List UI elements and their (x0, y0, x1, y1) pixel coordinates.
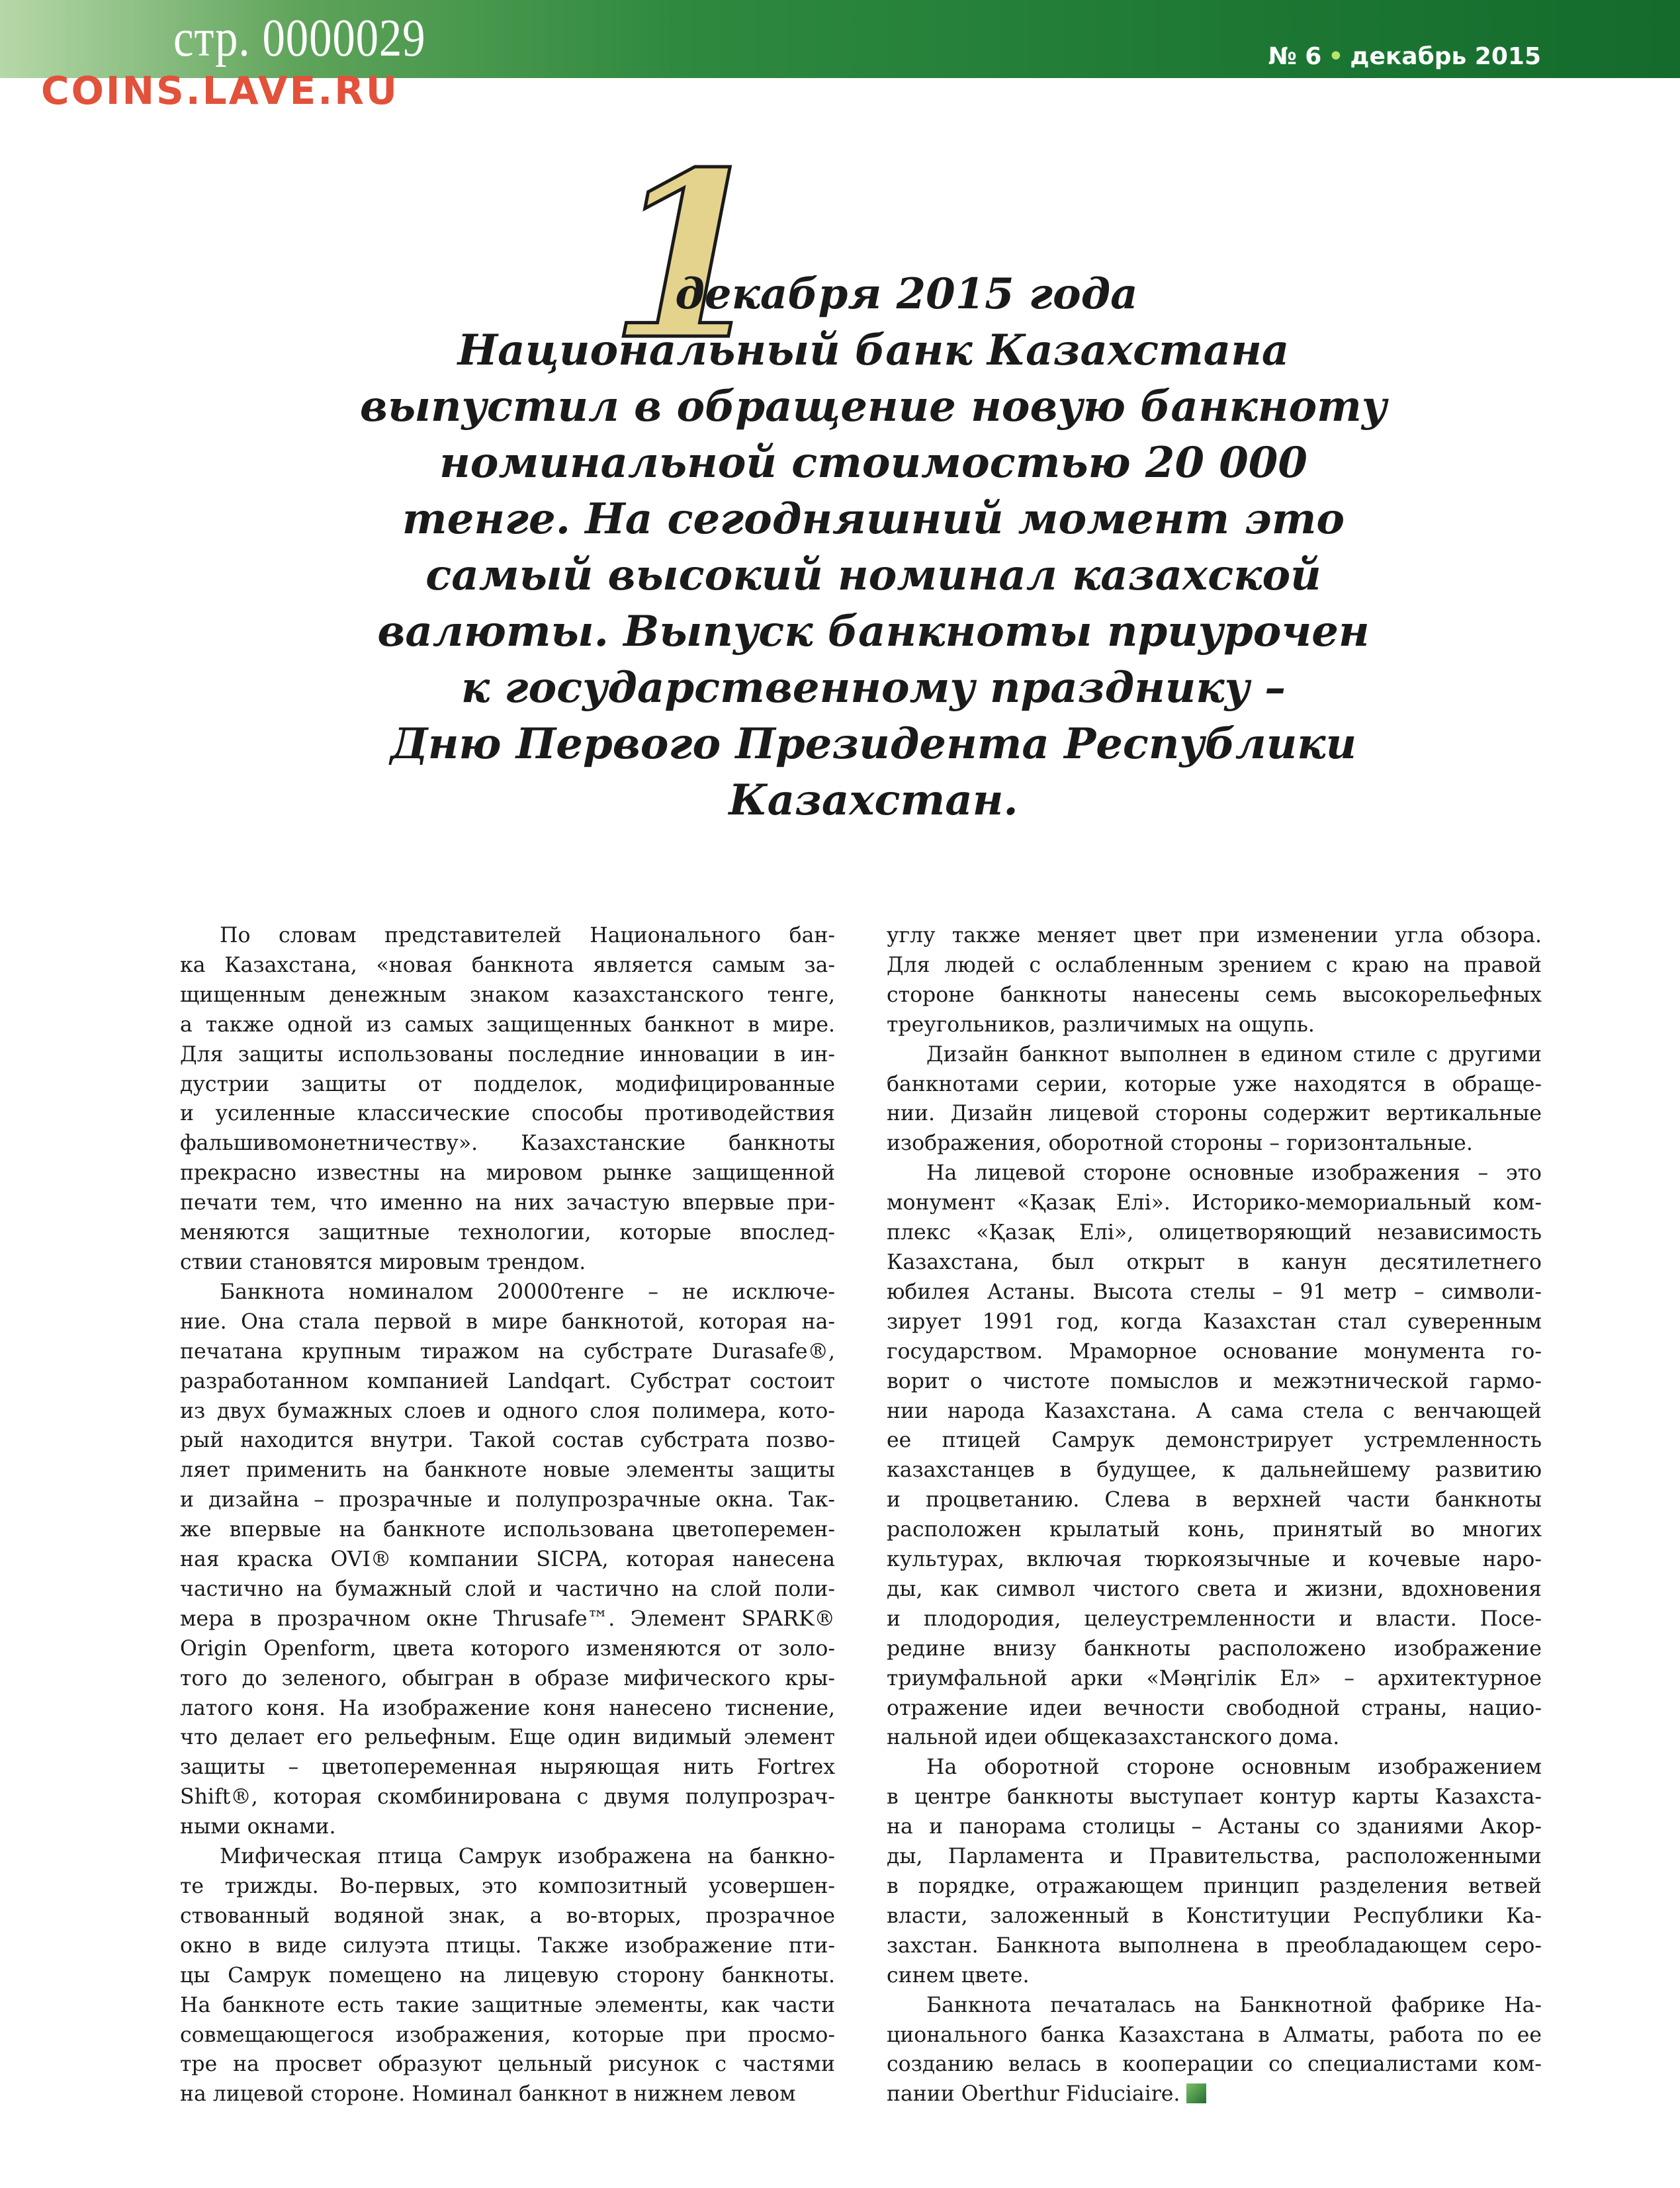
issue-separator: • (1328, 43, 1344, 70)
article-text-line: на лицевой стороне. Номинал банкнот в нижнем левом (180, 2082, 796, 2107)
article-text-line: Банкнота печаталась на Банкнотной фабрике На- (926, 1993, 1542, 2017)
article-text-line: изображения, оборотной стороны – горизонтальные. (887, 1131, 1473, 1156)
article-text-line: отражение идеи вечности свободной страны, нацио- (887, 1696, 1542, 1720)
article-text-line: созданию велась в кооперации со специалистами ком- (887, 2052, 1542, 2077)
article-text-line: На оборотной стороне основным изображением (926, 1755, 1542, 1780)
article-text-line: Origin Openform, цвета которого изменяются от золо- (180, 1636, 835, 1661)
article-text-line: прекрасно известны на мировом рынке защищенной (180, 1161, 835, 1186)
lead-line: самый высокий номинал казахской (425, 550, 1321, 600)
article-text-line: стороне банкноты нанесены семь высокорельефных (887, 983, 1542, 1007)
article-text-line: того до зеленого, обыгран в образе мифического кры- (180, 1666, 835, 1690)
article-text-line: те трижды. Во-первых, это композитный усовершен- (180, 1874, 835, 1898)
article-text-line: банкнотами серии, которые уже находятся в обраще- (887, 1072, 1542, 1096)
article-text-line: Казахстана, был открыт в канун десятилетнего (887, 1250, 1542, 1274)
lead-line: к государственному празднику – (461, 663, 1286, 713)
article-text-line: ствованный водяной знак, а во-вторых, прозрачное (180, 1904, 835, 1928)
article-text-line: По словам представителей Национального бан- (220, 924, 835, 947)
article-text-line: окно в виде силуэта птицы. Также изображение пти- (180, 1933, 835, 1958)
article-text-line: из двух бумажных слоев и одного слоя полимера, кото- (180, 1399, 835, 1423)
article-text-line: расположен крылатый конь, принятый во многих (887, 1518, 1542, 1542)
lead-line: Казахстан. (729, 775, 1018, 825)
article-text-line: триумфальной арки «Мәңгілік Ел» – архитектурное (887, 1666, 1542, 1690)
article-text-line: Банкнота номиналом 20000тенге – не исключе- (220, 1280, 835, 1304)
article-text-line: частично на бумажный слой и частично на слой поли- (180, 1577, 835, 1601)
article-text-line: Дизайн банкнот выполнен в едином стиле с другими (926, 1042, 1542, 1067)
article-text-line: в центре банкноты выступает контур карты Казахста- (887, 1785, 1542, 1810)
article-text-line: печати тем, что именно на них зачастую впервые при- (180, 1191, 835, 1215)
article-column-left (180, 921, 835, 2109)
lead-line: номинальной стоимостью 20 000 (439, 438, 1307, 488)
article-text-line: ворит о чистоте помыслов и межэтнической гармо- (887, 1369, 1542, 1393)
article-text-line: захстан. Банкнота выполнена в преобладающем серо- (887, 1933, 1542, 1958)
article-text-line: разработанном компанией Landqart. Субстрат состоит (180, 1369, 835, 1393)
article-text-line: что делает его рельефным. Еще один видимый элемент (180, 1726, 835, 1750)
article-text-line: плекс «Қазақ Елі», олицетворяющий независимость (887, 1221, 1542, 1245)
issue-date: декабрь 2015 (1350, 43, 1541, 70)
end-of-article-mark (1186, 2083, 1206, 2103)
article-text-line: ными окнами. (180, 1815, 336, 1839)
article-text-line: нальной идеи общеказахстанского дома. (887, 1726, 1340, 1750)
article-text-line: ды, как символ чистого света и жизни, вдохновения (887, 1577, 1542, 1601)
article-text-line: печатана крупным тиражом на субстрате Durasafe®, (180, 1339, 835, 1364)
article-text-line: ционального банка Казахстана в Алматы, работа по ее (887, 2023, 1542, 2047)
article-text-line: и процветанию. Слева в верхней части банкноты (887, 1488, 1542, 1512)
article-text-line: рый находится внутри. Такой состав субстрата позво- (180, 1428, 835, 1453)
article-text-line: На лицевой стороне основные изображения – это (926, 1161, 1542, 1186)
article-text-line: ка Казахстана, «новая банкнота является самым за- (180, 953, 835, 977)
article-text-line: редине внизу банкноты расположено изображение (887, 1636, 1542, 1661)
article-text-line: нии. Дизайн лицевой стороны содержит вертикальные (887, 1102, 1542, 1126)
article-text-line: дустрии защиты от подделок, модифицированные (180, 1072, 835, 1096)
lead-paragraph (344, 266, 1403, 828)
article-text-line: защиты – цветопеременная ныряющая нить Fortrex (180, 1755, 835, 1780)
article-text-line: Для людей с ослабленным зрением с краю на правой (887, 953, 1542, 977)
article-text-line: ды, Парламента и Правительства, расположенными (887, 1845, 1542, 1869)
article-text-line: и дизайна – прозрачные и полупрозрачные окна. Так- (180, 1488, 835, 1512)
lead-line: валюты. Выпуск банкноты приурочен (377, 607, 1370, 656)
article-text-line: Мифическая птица Самрук изображена на банкно- (220, 1845, 835, 1869)
article-text-line: зирует 1991 год, когда Казахстан стал суверенным (887, 1309, 1542, 1334)
article-text-line: казахстанцев в будущее, к дальнейшему развитию (887, 1458, 1542, 1483)
article-text-line: юбилея Астаны. Высота стелы – 91 метр – символи- (887, 1280, 1542, 1304)
article-text-line: а также одной из самых защищенных банкнот в мире. (180, 1012, 835, 1037)
issue-number: № 6 (1268, 43, 1322, 70)
article-text-line: же впервые на банкноте использована цветоперемен- (180, 1518, 835, 1542)
article-text-line: нии народа Казахстана. А сама стела с венчающей (887, 1399, 1542, 1423)
site-watermark: COINS.LAVE.RU (41, 68, 400, 113)
article-text-line: пании Oberthur Fiduciaire. (887, 2079, 1542, 2109)
lead-line: выпустил в обращение новую банкноту (359, 382, 1388, 431)
article-text-line: щищенным денежным знаком казахстанского тенге, (180, 983, 835, 1007)
article-text-line: Для защиты использованы последние инновации в ин- (180, 1042, 835, 1067)
article-text-line: тре на просвет образуют цельный рисунок с частями (180, 2052, 835, 2077)
article-text-line: углу также меняет цвет при изменении угла обзора. (887, 924, 1542, 947)
article-text-line: Shift®, которая скомбинирована с двумя полупрозрач- (180, 1785, 835, 1810)
article-text-line: монумент «Қазақ Елі». Историко-мемориальный ком- (887, 1191, 1542, 1215)
article-text-line: ляет применить на банкноте новые элементы защиты (180, 1458, 835, 1483)
article-text-line: цы Самрук помещено на лицевую сторону банкноты. (180, 1963, 835, 1988)
article-text-line: ее птицей Самрук демонстрирует устремленность (887, 1428, 1542, 1453)
article-text-line: меняются защитные технологии, которые впослед- (180, 1221, 835, 1245)
drop-cap-digit: 1 (609, 122, 768, 390)
issue-info (1268, 45, 1541, 69)
article-text-line: и усиленные классические способы противодействия (180, 1102, 835, 1126)
article-text-line: и плодородия, целеустремленности и власти. Посе- (887, 1606, 1542, 1631)
lead-line: Дню Первого Президента Республики (390, 719, 1357, 769)
article-text-line: на и панорама столицы – Астаны со зданиями Акор- (887, 1815, 1542, 1839)
article-text-line: мера в прозрачном окне Thrusafe™. Элемент SPARK® (180, 1606, 835, 1631)
article-text-line: латого коня. На изображение коня нанесено тиснение, (180, 1696, 835, 1720)
article-column-right (887, 921, 1542, 2109)
article-text-line: государством. Мраморное основание монумента го- (887, 1339, 1542, 1364)
article-text-line: культурах, включая тюркоязычные и кочевые наро- (887, 1548, 1542, 1572)
article-text-line: синем цвете. (887, 1963, 1030, 1988)
article-text-line: совмещающегося изображения, которые при просмо- (180, 2023, 835, 2047)
lead-line: декабря 2015 года (675, 269, 1138, 319)
article-text-line: На банкноте есть такие защитные элементы, как части (180, 1993, 835, 2017)
article-text-line: ние. Она стала первой в мире банкнотой, которая на- (180, 1309, 835, 1334)
article-text-line: треугольников, различимых на ощупь. (887, 1012, 1315, 1037)
article-text-line: фальшивомонетничеству». Казахстанские банкноты (180, 1131, 835, 1156)
lead-line: Национальный банк Казахстана (457, 326, 1290, 375)
lead-line: тенге. На сегодняшний момент это (402, 494, 1345, 544)
article-text-line: власти, заложенный в Конституции Республики Ка- (887, 1904, 1542, 1928)
article-text-line: ная краска OVI® компании SICPA, которая нанесена (180, 1548, 835, 1572)
article-text-line: ствии становятся мировым трендом. (180, 1250, 586, 1274)
article-text-line: в порядке, отражающем принцип разделения ветвей (887, 1874, 1542, 1898)
page-number-stamp: стр. 0000029 (173, 9, 426, 67)
